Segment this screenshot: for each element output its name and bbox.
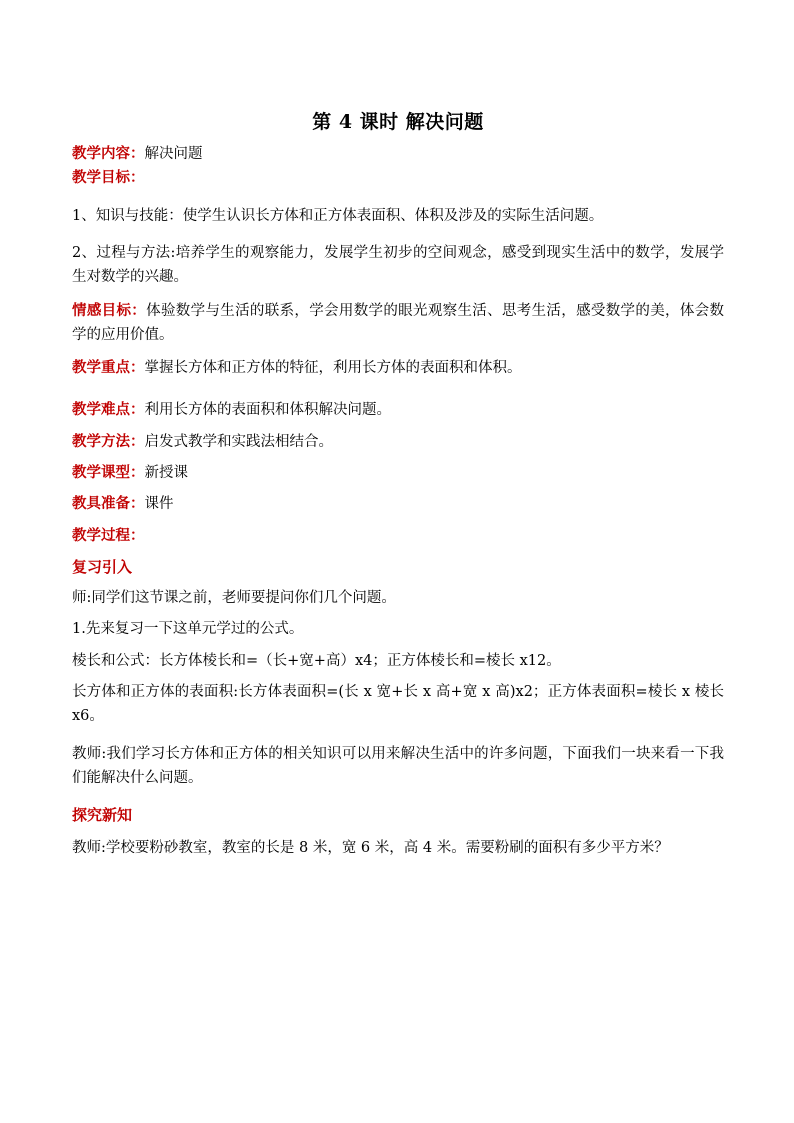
paragraph-surface-area-formula: 长方体和正方体的表面积:长方体表面积=(长 x 宽+长 x 高+宽 x 高)x2；正方体表面积=棱长 x 棱长 x6。 xyxy=(72,684,724,724)
teaching-goals-heading xyxy=(72,167,724,189)
paragraph-review-formulas: 1.先来复习一下这单元学过的公式。 xyxy=(72,621,304,637)
goal-knowledge: 1、知识与技能：使学生认识长方体和正方体表面积、体积及涉及的实际生活问题。 xyxy=(72,208,604,224)
teaching-method-label: 教学方法： xyxy=(72,433,145,450)
teaching-key-label: 教学重点： xyxy=(72,359,145,376)
paragraph-teacher-intro: 师:同学们这节课之前，老师要提问你们几个问题。 xyxy=(72,590,396,606)
page-title: 第 4 课时 解决问题 xyxy=(312,111,484,133)
teaching-process-label: 教学过程： xyxy=(72,527,145,544)
teaching-goals-label: 教学目标： xyxy=(72,169,145,186)
teaching-content xyxy=(72,143,724,165)
teaching-process-heading xyxy=(72,525,724,547)
paragraph-edge-sum-formula: 棱长和公式：长方体棱长和=（长+宽+高）x4；正方体棱长和=棱长 x12。 xyxy=(72,653,561,669)
teaching-tools-text: 课件 xyxy=(144,496,174,512)
teaching-content-label: 教学内容： xyxy=(72,145,145,162)
teaching-difficulty xyxy=(72,399,724,421)
review-heading: 复习引入 xyxy=(72,558,133,576)
teaching-key xyxy=(72,357,724,379)
emotion-goal-text: 体验数学与生活的联系，学会用数学的眼光观察生活、思考生活，感受数学的美，体会数学的应用价值。 xyxy=(72,303,725,343)
explore-heading: 探究新知 xyxy=(72,806,133,824)
teaching-key-text: 掌握长方体和正方体的特征，利用长方体的表面积和体积。 xyxy=(144,360,522,376)
paragraph-classroom-problem: 教师:学校要粉砂教室，教室的长是 8 米，宽 6 米，高 4 米。需要粉刷的面积有多少平方米？ xyxy=(72,840,669,856)
lesson-type-label: 教学课型： xyxy=(72,464,145,481)
lesson-type xyxy=(72,462,724,484)
teaching-difficulty-text: 利用长方体的表面积和体积解决问题。 xyxy=(144,402,391,418)
teaching-content-text: 解决问题 xyxy=(144,146,203,162)
teaching-tools xyxy=(72,493,724,515)
paragraph-teacher-transition: 教师:我们学习长方体和正方体的相关知识可以用来解决生活中的许多问题，下面我们一块来看一下我们能解决什么问题。 xyxy=(72,746,724,786)
emotion-goal-label: 情感目标： xyxy=(72,302,147,319)
teaching-tools-label: 教具准备： xyxy=(72,495,145,512)
teaching-method-text: 启发式教学和实践法相结合。 xyxy=(144,434,333,450)
goal-process: 2、过程与方法:培养学生的观察能力，发展学生初步的空间观念，感受到现实生活中的数学，发展学生对数学的兴趣。 xyxy=(72,245,724,285)
lesson-type-text: 新授课 xyxy=(144,465,188,481)
emotion-goal xyxy=(72,299,724,347)
teaching-difficulty-label: 教学难点： xyxy=(72,401,145,418)
teaching-method xyxy=(72,431,724,453)
